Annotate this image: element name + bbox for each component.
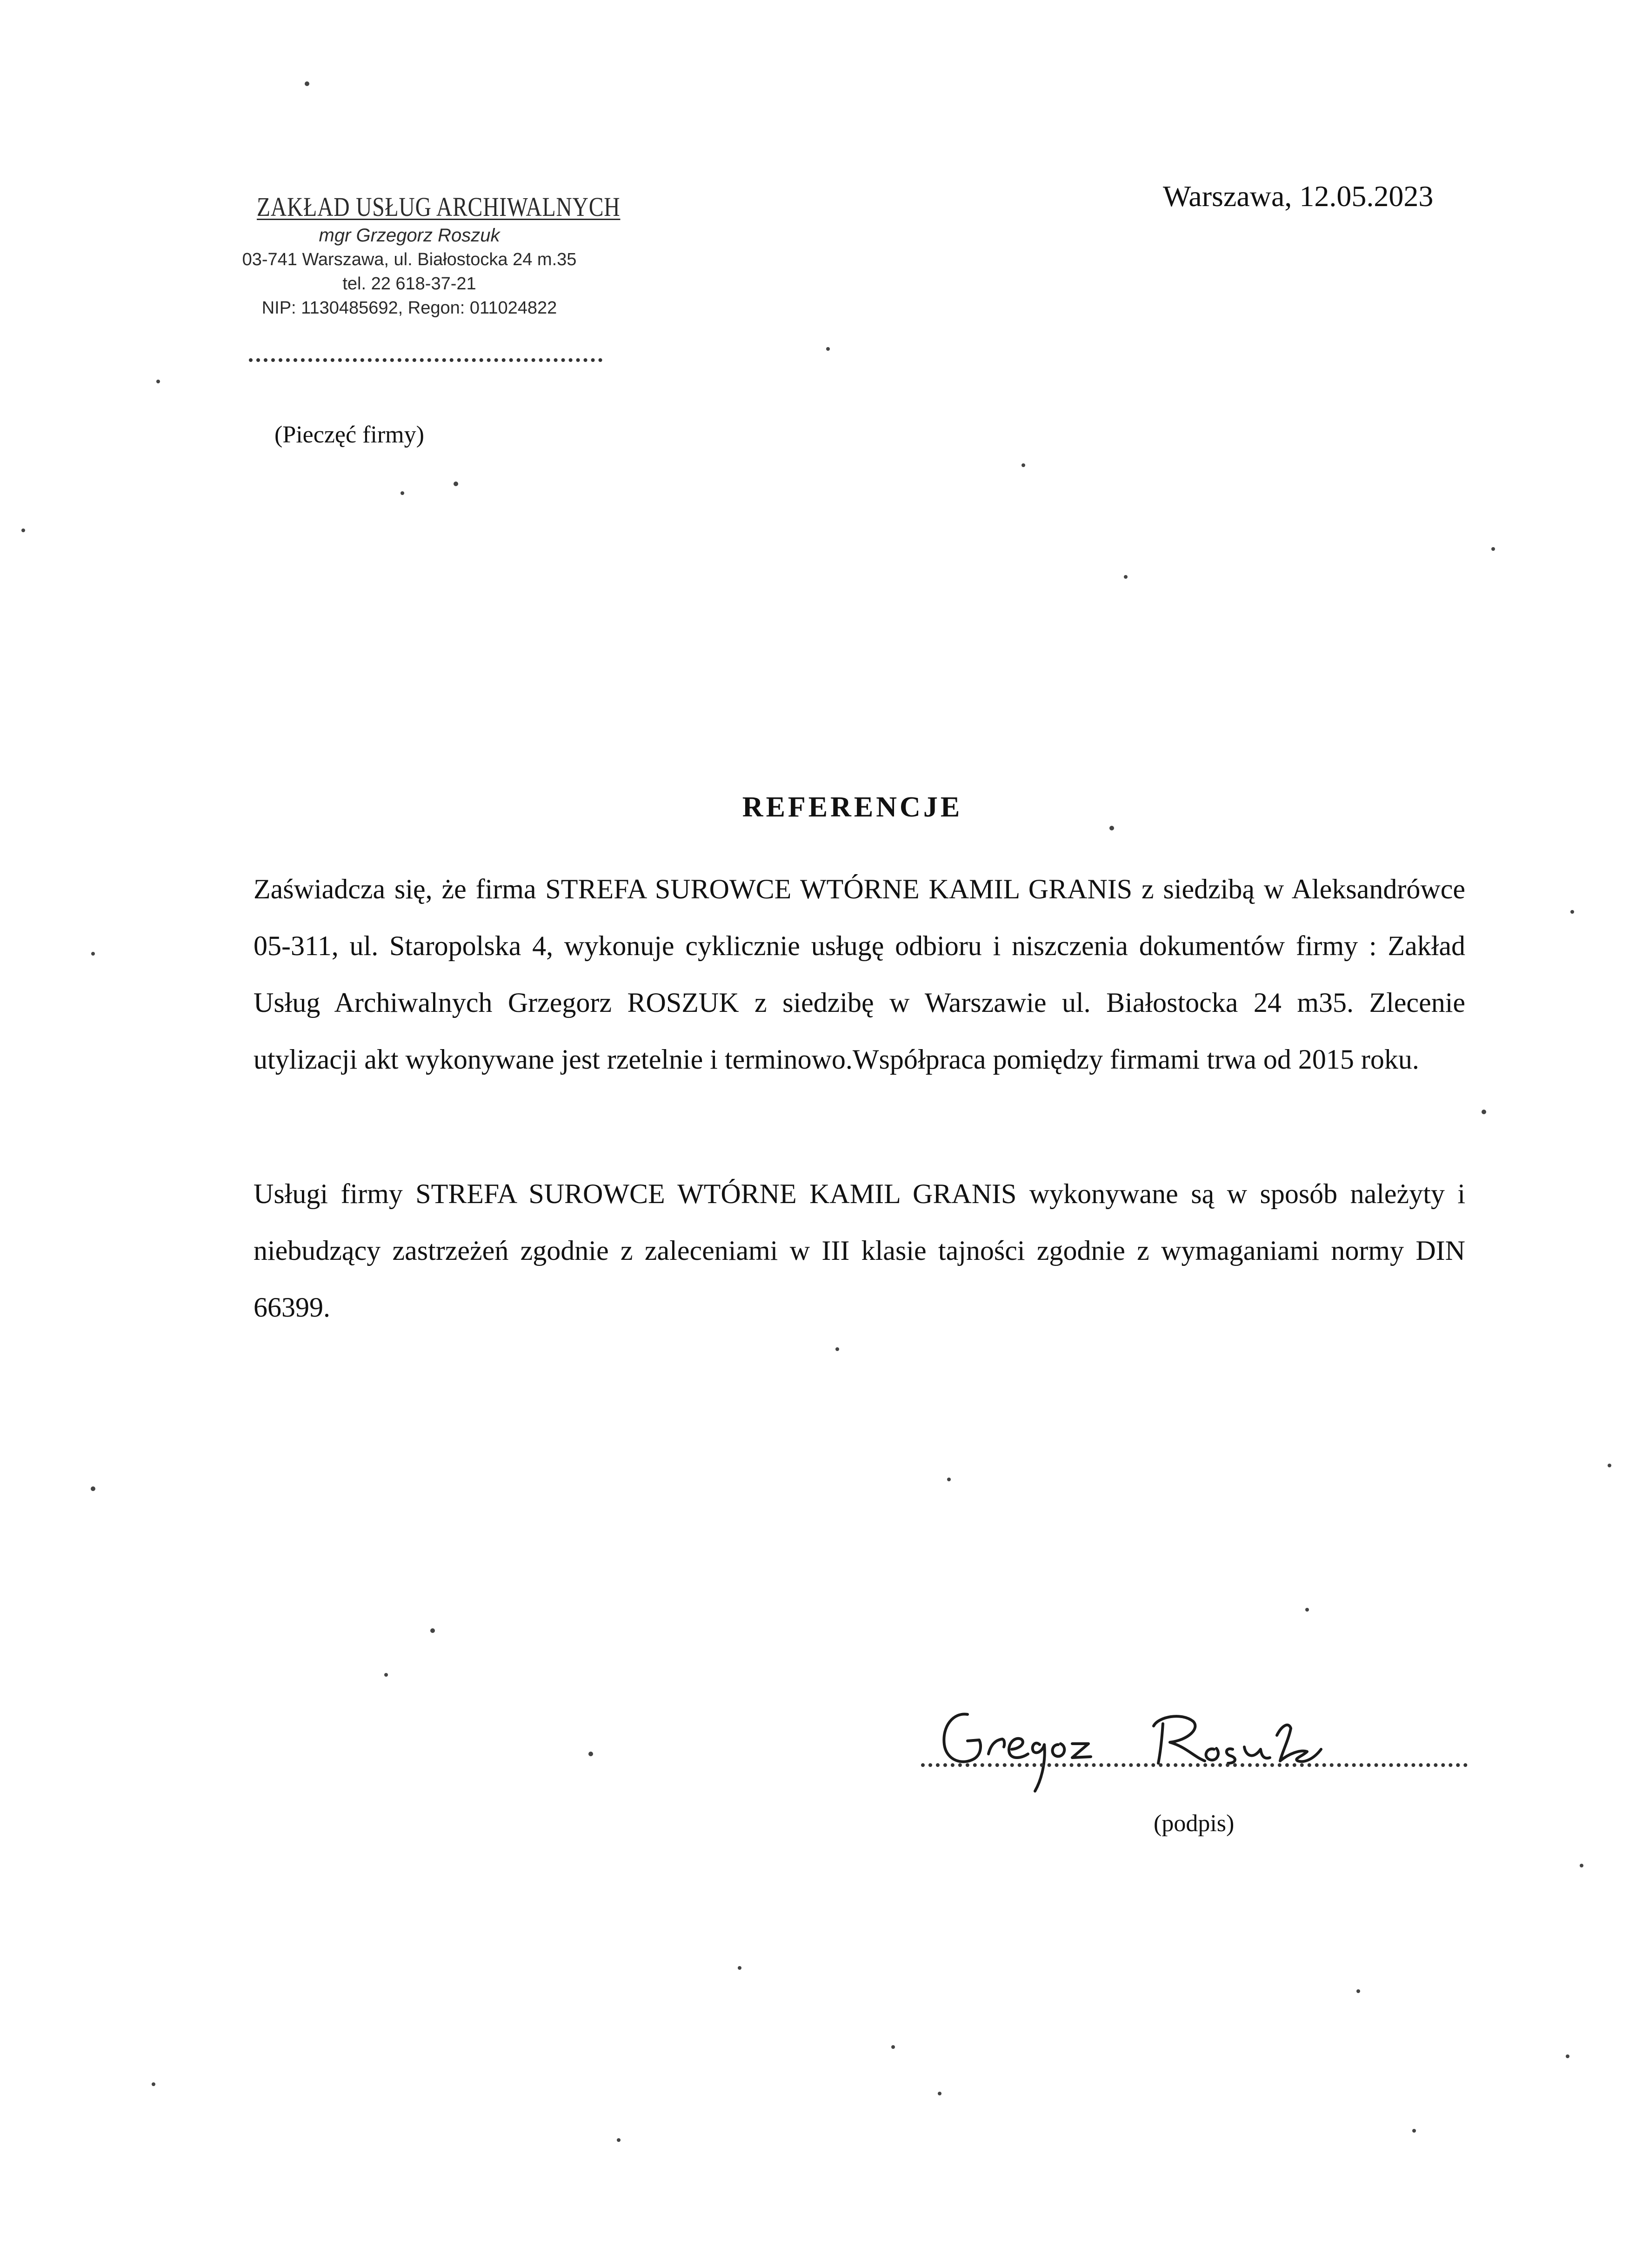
document-date: Warszawa, 12.05.2023 (1163, 180, 1434, 213)
document-title: REFERENCJE (742, 791, 963, 823)
paragraph-1: Zaświadcza się, że firma STREFA SUROWCE WTÓRNE KAMIL GRANIS z siedzibą w Aleksandrówce 05-311, ul. Staropolska 4, wykonuje cyklicznie usługę odbioru i niszczenia dokumentów firmy : Zakład Usług Archiwalnych Grzegorz ROSZUK z siedzibę w Warszawie ul. Białostocka 24 m35. Zlecenie utylizacji akt wykonywane jest rzetelnie i terminowo.Współpraca pomiędzy firmami trwa od 2015 roku. (254, 874, 1465, 1075)
handwritten-signature (935, 1670, 1400, 1796)
stamp-ids: NIP: 1130485692, Regon: 011024822 (261, 298, 557, 318)
stamp-phone: tel. 22 618-37-21 (342, 274, 476, 294)
stamp-company-name: ZAKŁAD USŁUG ARCHIWALNYCH (257, 192, 621, 222)
paragraph-2: Usługi firmy STREFA SUROWCE WTÓRNE KAMIL GRANIS wykonywane są w sposób należyty i niebudzący zastrzeżeń zgodnie z zaleceniami w III klasie tajności zgodnie z wymaganiami normy DIN 66399. (254, 1178, 1465, 1323)
stamp-caption: (Pieczęć firmy) (274, 421, 424, 448)
signature-dotted-line (921, 1763, 1468, 1767)
stamp-address: 03-741 Warszawa, ul. Białostocka 24 m.35 (242, 250, 577, 269)
stamp-owner: mgr Grzegorz Roszuk (319, 225, 500, 246)
stamp-dotted-line (249, 358, 602, 362)
company-stamp (223, 191, 621, 320)
signature-caption: (podpis) (1154, 1810, 1235, 1837)
